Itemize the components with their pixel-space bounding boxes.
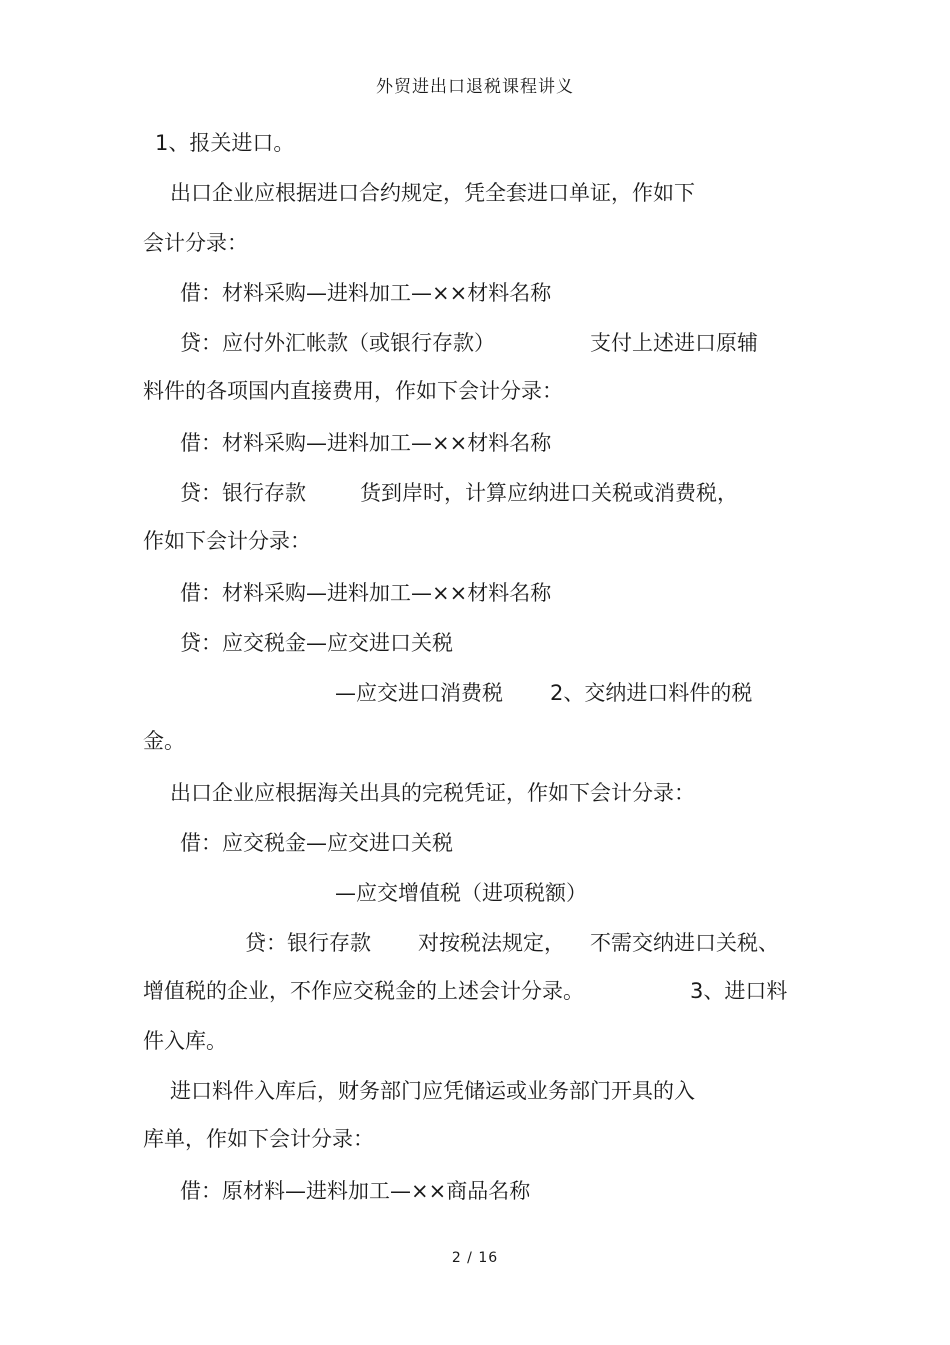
credit-entry: 贷：应付外汇帐款（或银行存款） [180, 331, 495, 355]
paragraph-line: 件入库。 [143, 1029, 227, 1053]
debit-entry: 借：材料采购—进料加工—××材料名称 [180, 431, 552, 455]
debit-entry: 借：材料采购—进料加工—××材料名称 [180, 581, 552, 605]
paragraph-line: 出口企业应根据进口合约规定，凭全套进口单证，作如下 [170, 181, 695, 205]
paragraph-line: 出口企业应根据海关出具的完税凭证，作如下会计分录： [170, 781, 695, 805]
paragraph-line: 金。 [143, 729, 185, 753]
paragraph-line: 增值税的企业，不作应交税金的上述会计分录。 [143, 979, 584, 1003]
section-heading-pay-tax: 2、交纳进口料件的税 [550, 681, 753, 705]
section-heading-warehousing: 3、进口料 [690, 979, 788, 1003]
paragraph-line: 对按税法规定， [418, 931, 565, 955]
credit-entry: 贷：银行存款 [245, 931, 371, 955]
paragraph-line: 会计分录： [143, 231, 248, 255]
paragraph-line: 不需交纳进口关税、 [590, 931, 779, 955]
credit-entry: 贷：应交税金—应交进口关税 [180, 631, 453, 655]
paragraph-line: 作如下会计分录： [143, 529, 311, 553]
debit-entry: 借：原材料—进料加工—××商品名称 [180, 1179, 531, 1203]
credit-entry-sub: —应交进口消费税 [335, 681, 503, 705]
debit-entry: 借：材料采购—进料加工—××材料名称 [180, 281, 552, 305]
section-heading-customs-import: 1、报关进口。 [155, 131, 295, 155]
paragraph-line: 货到岸时，计算应纳进口关税或消费税， [360, 481, 738, 505]
debit-entry: 借：应交税金—应交进口关税 [180, 831, 453, 855]
paragraph-line: 支付上述进口原辅 [590, 331, 758, 355]
page-number: 2 / 16 [451, 1250, 499, 1266]
debit-entry-sub: —应交增值税（进项税额） [335, 881, 587, 905]
credit-entry: 贷：银行存款 [180, 481, 306, 505]
paragraph-line: 库单，作如下会计分录： [143, 1127, 374, 1151]
document-title: 外贸进出口退税课程讲义 [376, 77, 574, 97]
paragraph-line: 进口料件入库后，财务部门应凭储运或业务部门开具的入 [170, 1079, 695, 1103]
paragraph-line: 料件的各项国内直接费用，作如下会计分录： [143, 379, 563, 403]
